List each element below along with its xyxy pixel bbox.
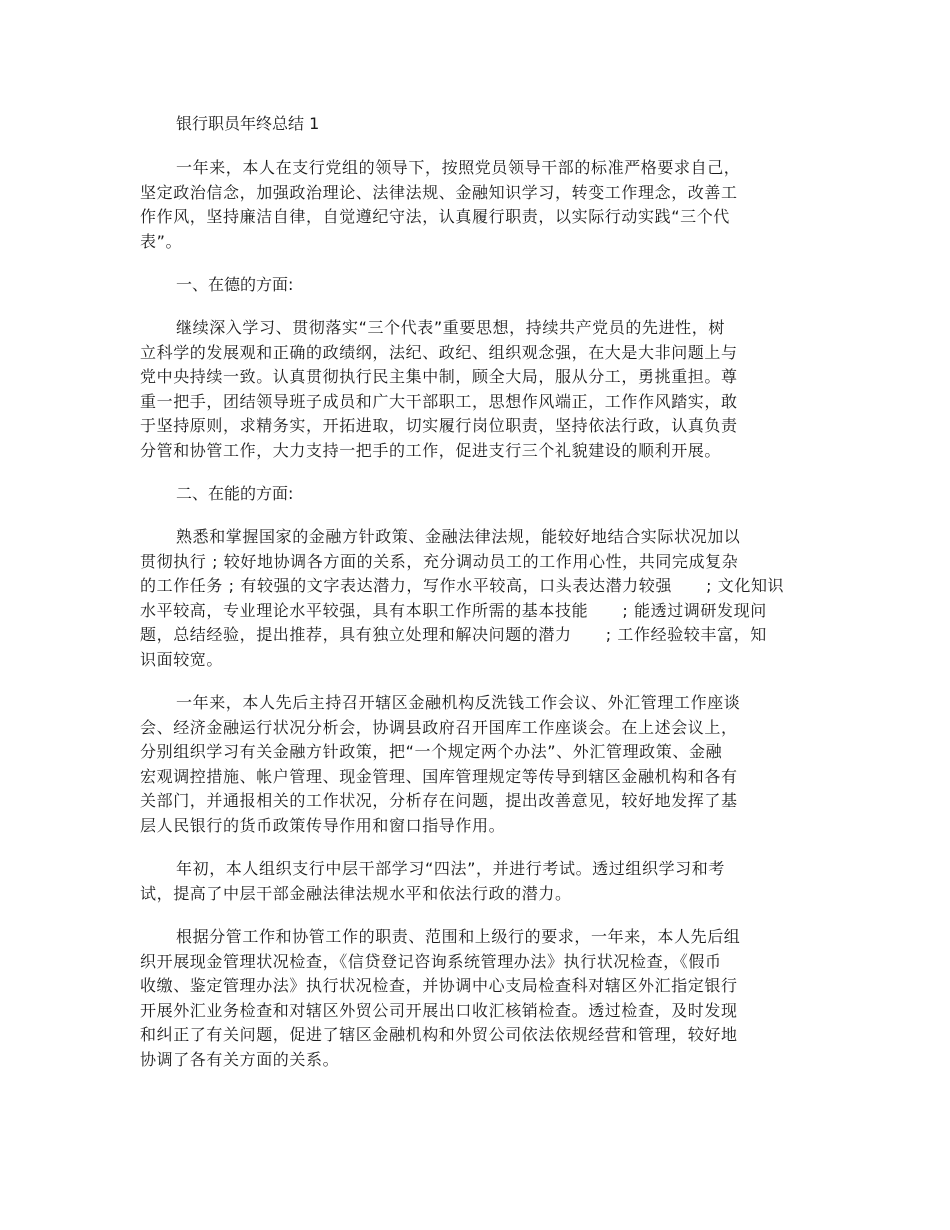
paragraph-line: 继续深入学习、贯彻落实“三个代表”重要思想，持续共产党员的先进性，树 bbox=[176, 318, 725, 337]
paragraph-line: 收缴、鉴定管理办法》执行状况检查，并协调中心支局检查科对辖区外汇指定银行 bbox=[140, 976, 738, 995]
paragraph-line: 根据分管工作和协管工作的职责、范围和上级行的要求，一年来，本人先后组 bbox=[176, 927, 741, 946]
paragraph bbox=[140, 925, 812, 1072]
paragraph bbox=[140, 156, 812, 254]
paragraph-line: 分管和协管工作，大力支持一把手的工作，促进支行三个礼貌建设的顺利开展。 bbox=[140, 440, 722, 460]
paragraph-line: 贯彻执行 ; 较好地协调各方面的关系，充分调动员工的工作用心性，共同完成复杂 bbox=[140, 551, 739, 571]
paragraph-line: 一年来，本人先后主持召开辖区金融机构反洗钱工作会议、外汇管理工作座谈 bbox=[176, 693, 741, 712]
paragraph-line: 熟悉和掌握国家的金融方针政策、金融法律法规，能较好地结合实际状况加以 bbox=[176, 527, 741, 546]
paragraph-line: 题，总结经验，提出推荐，具有独立处理和解决问题的潜力 ; 工作经验较丰富，知 bbox=[140, 625, 767, 644]
paragraph-line: 水平较高，专业理论水平较强，具有本职工作所需的基本技能 ; 能透过调研发现问 bbox=[140, 600, 767, 620]
document-title: 银行职员年终总结 1 bbox=[176, 114, 320, 133]
paragraph-line: 一年来，本人在支行党组的领导下，按照党员领导干部的标准严格要求自己， bbox=[176, 158, 741, 177]
paragraph bbox=[140, 857, 812, 906]
paragraph-line: 和纠正了有关问题，促进了辖区金融机构和外贸公司依法依规经营和管理，较好地 bbox=[140, 1025, 738, 1044]
paragraph-line: 年初，本人组织支行中层干部学习“四法”，并进行考试。透过组织学习和考 bbox=[176, 859, 725, 878]
paragraph-line: 重一把手，团结领导班子成员和广大干部职工，思想作风端正，工作作风踏实，敢 bbox=[140, 391, 738, 411]
paragraph-line: 立科学的发展观和正确的政绩纲，法纪、政纪、组织观念强，在大是大非问题上与 bbox=[140, 342, 738, 362]
paragraph-line: 识面较宽。 bbox=[140, 649, 224, 669]
paragraph-line: 试，提高了中层干部金融法律法规水平和依法行政的潜力。 bbox=[140, 883, 572, 903]
section-heading: 二、在能的方面: bbox=[176, 484, 294, 503]
paragraph-line: 作作风，坚持廉洁自律，自觉遵纪守法，认真履行职责，以实际行动实践“三个代 bbox=[140, 207, 730, 226]
section-heading: 一、在德的方面: bbox=[176, 275, 294, 294]
paragraph-line: 会、经济金融运行状况分析会，协调县政府召开国库工作座谈会。在上述会议上， bbox=[140, 717, 738, 737]
paragraph-line: 坚定政治信念，加强政治理论、法律法规、金融知识学习，转变工作理念，改善工 bbox=[140, 182, 738, 202]
paragraph-line: 于坚持原则，求精务实，开拓进取，切实履行岗位职责，坚持依法行政，认真负责 bbox=[140, 416, 738, 435]
paragraph-line: 层人民银行的货币政策传导作用和窗口指导作用。 bbox=[140, 815, 506, 835]
paragraph-line: 党中央持续一致。认真贯彻执行民主集中制，顾全大局，服从分工，勇挑重担。尊 bbox=[140, 367, 738, 386]
paragraph bbox=[140, 525, 812, 672]
paragraph-line: 关部门，并通报相关的工作状况，分析存在问题，提出改善意见，较好地发挥了基 bbox=[140, 791, 738, 810]
document-body bbox=[140, 156, 812, 1072]
paragraph-line: 织开展现金管理状况检查，《信贷登记咨询系统管理办法》执行状况检查，《假币 bbox=[140, 951, 722, 971]
paragraph-line: 分别组织学习有关金融方针政策，把“一个规定两个办法”、外汇管理政策、金融 bbox=[140, 742, 723, 761]
paragraph-line: 协调了各有关方面的关系。 bbox=[140, 1049, 340, 1069]
document-page bbox=[140, 112, 812, 1091]
paragraph-line: 宏观调控措施、帐户管理、现金管理、国库管理规定等传导到辖区金融机构和各有 bbox=[140, 766, 738, 786]
paragraph bbox=[140, 316, 812, 463]
paragraph bbox=[140, 691, 812, 838]
paragraph-line: 的工作任务 ; 有较强的文字表达潜力，写作水平较高，口头表达潜力较强 ; 文化知识 bbox=[140, 576, 785, 595]
paragraph-line: 开展外汇业务检查和对辖区外贸公司开展出口收汇核销检查。透过检查，及时发现 bbox=[140, 1000, 738, 1020]
paragraph-line: 表”。 bbox=[140, 231, 183, 251]
